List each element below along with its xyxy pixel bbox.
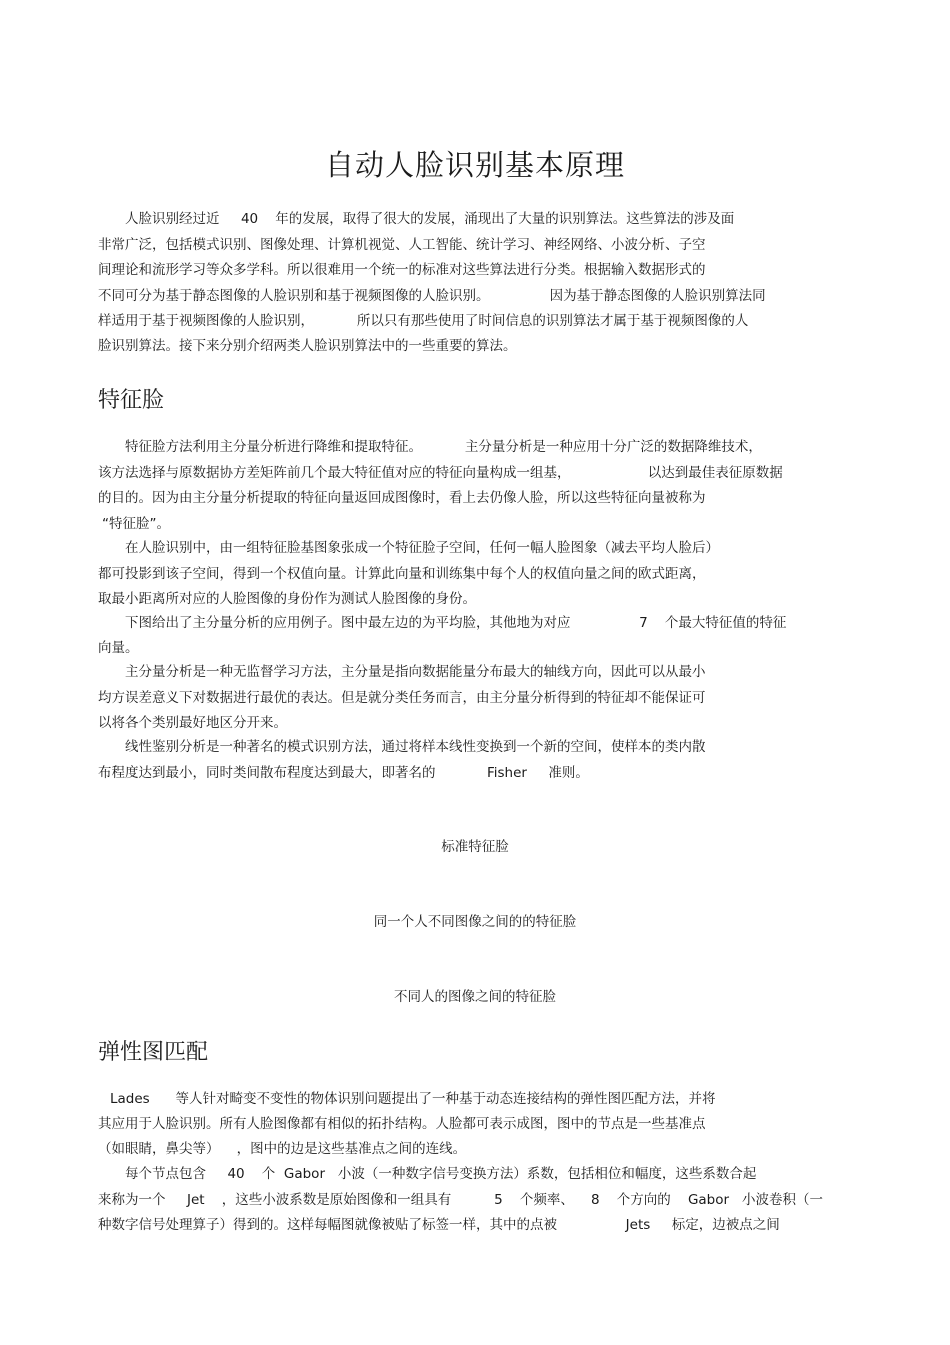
paragraph-line: 主分量分析是一种无监督学习方法，主分量是指向数据能量分布最大的轴线方向，因此可以从最小: [125, 664, 706, 680]
paragraph-line: 下图给出了主分量分析的应用例子。图中最左边的为平均脸，其他地为对应 7 个最大特征值的特征: [125, 615, 787, 631]
figure-caption-same-person: 同一个人不同图像之间的的特征脸: [373, 914, 577, 930]
paragraph-line: 每个节点包含 40 个 Gabor 小波（一种数字信号变换方法）系数，包括相位和幅度，这些系数合起: [125, 1166, 757, 1182]
paragraph-line: 特征脸方法利用主分量分析进行降维和提取特征。 主分量分析是一种应用十分广泛的数据降维技术，: [125, 439, 762, 455]
intro-line: 样适用于基于视频图像的人脸识别， 所以只有那些使用了时间信息的识别算法才属于基于视频图像的人: [98, 313, 749, 329]
paragraph-line: 其应用于人脸识别。所有人脸图像都有相似的拓扑结构。人脸都可表示成图，图中的节点是一些基准点: [98, 1116, 706, 1132]
paragraph-line: 向量。: [98, 640, 139, 656]
paragraph-line: 种数字信号处理算子）得到的。这样每幅图就像被贴了标签一样，其中的点被 Jets 标定，边被点之间: [98, 1217, 780, 1233]
paragraph-line: 在人脸识别中，由一组特征脸基图象张成一个特征脸子空间，任何一幅人脸图象（减去平均人脸后）: [125, 540, 719, 556]
intro-line: 间理论和流形学习等众多学科。所以很难用一个统一的标准对这些算法进行分类。根据输入数据形式的: [98, 262, 706, 278]
figure-caption-different-person: 不同人的图像之间的特征脸: [394, 989, 556, 1005]
intro-line: 人脸识别经过近 40 年的发展，取得了很大的发展，涌现出了大量的识别算法。这些算法的涉及面: [125, 211, 735, 227]
paragraph-line: （如眼睛，鼻尖等） ，图中的边是这些基准点之间的连线。: [98, 1141, 467, 1157]
paragraph-line: 线性鉴别分析是一种著名的模式识别方法，通过将样本线性变换到一个新的空间，使样本的类内散: [125, 739, 706, 755]
paragraph-line: 取最小距离所对应的人脸图像的身份作为测试人脸图像的身份。: [98, 591, 476, 607]
section-heading-eigenface: 特征脸: [98, 388, 165, 413]
section-heading-elastic-graph: 弹性图匹配: [98, 1040, 209, 1065]
paragraph-line: 该方法选择与原数据协方差矩阵前几个最大特征值对应的特征向量构成一组基， 以达到最佳表征原数据: [98, 465, 783, 481]
paragraph-line: 布程度达到最小，同时类间散布程度达到最大，即著名的 Fisher 准则。: [98, 765, 589, 781]
intro-line: 脸识别算法。接下来分别介绍两类人脸识别算法中的一些重要的算法。: [98, 338, 517, 354]
page-title: 自动人脸识别基本原理: [324, 148, 625, 182]
paragraph-line: Lades 等人针对畸变不变性的物体识别问题提出了一种基于动态连接结构的弹性图匹配方法，并将: [110, 1091, 716, 1107]
paragraph-line: “特征脸”。: [102, 516, 170, 532]
intro-line: 不同可分为基于静态图像的人脸识别和基于视频图像的人脸识别。 因为基于静态图像的人脸识别算法同: [98, 288, 766, 304]
figure-caption-standard-eigenface: 标准特征脸: [441, 839, 509, 855]
intro-line: 非常广泛，包括模式识别、图像处理、计算机视觉、人工智能、统计学习、神经网络、小波分析、子空: [98, 237, 706, 253]
paragraph-line: 均方误差意义下对数据进行最优的表达。但是就分类任务而言，由主分量分析得到的特征却不能保证可: [98, 690, 706, 706]
paragraph-line: 的目的。因为由主分量分析提取的特征向量返回成图像时，看上去仍像人脸，所以这些特征向量被称为: [98, 490, 706, 506]
paragraph-line: 来称为一个 Jet ，这些小波系数是原始图像和一组具有 5 个频率、 8 个方向的 Gabor 小波卷积（一: [98, 1192, 823, 1208]
paragraph-line: 以将各个类别最好地区分开来。: [98, 715, 287, 731]
paragraph-line: 都可投影到该子空间，得到一个权值向量。计算此向量和训练集中每个人的权值向量之间的欧式距离，: [98, 566, 706, 582]
